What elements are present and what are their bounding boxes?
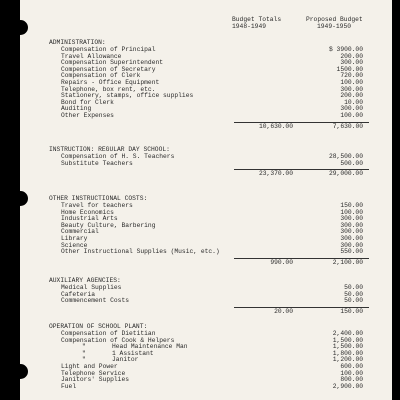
- line-item-amount: 100.00: [340, 208, 363, 216]
- budget-document-page: [20, 0, 392, 400]
- column-header-1948-line2: 1948-1949: [232, 23, 267, 30]
- line-item-amount: 600.00: [340, 362, 363, 370]
- line-item-label: Auditing: [61, 105, 92, 113]
- total-1948-1949: 10,630.00: [258, 122, 293, 130]
- total-1948-1949: 20.00: [274, 307, 293, 315]
- line-item-label: Compensation of Secretary: [61, 65, 156, 73]
- line-item-amount: 100.00: [340, 78, 363, 86]
- line-item: [49, 285, 392, 292]
- section-title: OTHER INSTRUCTIONAL COSTS:: [49, 195, 148, 202]
- line-item-label: Telephone Service: [61, 369, 126, 377]
- line-item-label: Other Instructional Supplies (Music, etc.): [61, 248, 220, 256]
- section-totals: [49, 308, 392, 316]
- line-item-label: Janitor: [112, 356, 139, 364]
- line-item-label: Travel for teachers: [61, 202, 133, 209]
- line-item-label: Medical Supplies: [61, 284, 122, 291]
- line-item-label: Science: [61, 241, 88, 249]
- line-item-amount: 300.00: [340, 241, 363, 249]
- line-item: [49, 249, 392, 256]
- line-item-label: Commercial: [61, 228, 99, 236]
- line-item-label: Compensation of Cook & Helpers: [61, 336, 175, 344]
- line-item-amount: 150.00: [340, 202, 363, 209]
- budget-section: [49, 278, 392, 316]
- line-item-amount: 10.00: [344, 98, 363, 106]
- line-item-label: Other Expenses: [61, 111, 114, 119]
- budget-section: [49, 40, 392, 131]
- line-item: [49, 113, 392, 120]
- line-item-amount: 550.00: [340, 248, 363, 256]
- line-item-amount: 800.00: [340, 376, 363, 384]
- line-item-amount: 1,200.00: [332, 356, 363, 364]
- total-1948-1949: 23,370.00: [258, 170, 293, 178]
- line-item-label: Beauty Culture, Barbering: [61, 221, 156, 229]
- line-item-label: Home Economics: [61, 208, 114, 216]
- ditto-mark: ": [82, 356, 86, 364]
- line-item: [49, 298, 392, 305]
- line-item-amount: 50.00: [344, 297, 363, 305]
- line-item: [49, 161, 392, 168]
- section-title: OPERATION OF SCHOOL PLANT:: [49, 323, 148, 330]
- line-item-amount: 200.00: [340, 52, 363, 60]
- line-item-amount: 1,800.00: [332, 349, 363, 357]
- line-item-label: Substitute Teachers: [61, 159, 133, 167]
- line-item-amount: 28,500.00: [328, 153, 363, 160]
- line-item-amount: 300.00: [340, 221, 363, 229]
- line-item-label: Industrial Arts: [61, 215, 118, 223]
- section-title: INSTRUCTION: REGULAR DAY SCHOOL:: [49, 146, 170, 153]
- ditto-mark: ": [82, 349, 86, 357]
- line-item-amount: 50.00: [344, 290, 363, 298]
- binder-hole-middle: [13, 191, 28, 206]
- binder-hole-bottom: [13, 364, 28, 379]
- line-item-amount: 1500.00: [336, 65, 363, 73]
- line-item-amount: 300.00: [340, 228, 363, 236]
- line-item-amount: 300.00: [340, 105, 363, 113]
- column-header-1949-line2: 1949-1950: [317, 23, 352, 30]
- line-item-amount: 100.00: [340, 111, 363, 119]
- line-item-label: Telephone, box rent, etc.: [61, 85, 156, 93]
- line-item-label: 1 Assistant: [112, 349, 154, 357]
- line-item-amount: 1,500.00: [332, 336, 363, 344]
- line-item-amount: 300.00: [340, 215, 363, 223]
- line-item-amount: 1,500.00: [332, 343, 363, 351]
- line-item-amount: 720.00: [340, 72, 363, 80]
- line-item-amount: 300.00: [340, 59, 363, 67]
- total-1949-1950: 29,000.00: [328, 170, 363, 178]
- line-item-label: Compensation Superintendent: [61, 59, 164, 67]
- line-item-label: Fuel: [61, 382, 77, 390]
- line-item-amount: $ 3900.00: [328, 46, 363, 53]
- section-totals: [49, 259, 392, 267]
- line-item-label: Bond for Clerk: [61, 98, 114, 106]
- line-item-label: Head Maintenance Man: [112, 343, 188, 351]
- line-item-amount: 200.00: [340, 92, 363, 100]
- column-header-1948-line1: Budget Totals: [232, 16, 282, 23]
- column-header-1949-line1: Proposed Budget: [306, 16, 363, 23]
- binder-hole-top: [13, 20, 28, 35]
- line-item-label: Repairs - Office Equipment: [61, 78, 160, 86]
- line-item-label: Stationery, stamps, office supplies: [61, 92, 194, 100]
- total-1948-1949: 990.00: [270, 258, 293, 266]
- section-title: AUXILIARY AGENCIES:: [49, 277, 121, 284]
- line-item-amount: 300.00: [340, 234, 363, 242]
- line-item-label: Light and Power: [61, 362, 118, 370]
- line-item-amount: 2,400.00: [332, 330, 363, 337]
- line-item-label: Compensation of Clerk: [61, 72, 141, 80]
- line-item-label: Travel Allowance: [61, 52, 122, 60]
- line-item-amount: 100.00: [340, 369, 363, 377]
- line-item-label: Library: [61, 234, 88, 242]
- total-1949-1950: 2,100.00: [332, 258, 363, 266]
- section-totals: [49, 123, 392, 131]
- line-item-label: Commencement Costs: [61, 297, 130, 305]
- ditto-mark: ": [82, 343, 86, 351]
- line-item-label: Compensation of Dietitian: [61, 330, 156, 337]
- line-item-label: Janitors' Supplies: [61, 376, 130, 384]
- section-title: ADMINISTRATION:: [49, 39, 106, 46]
- line-item-amount: 50.00: [344, 284, 363, 291]
- line-item-label: Cafeteria: [61, 290, 96, 298]
- line-item-amount: 300.00: [340, 85, 363, 93]
- line-item-amount: 2,900.00: [332, 382, 363, 390]
- line-item-label: Compensation of H. S. Teachers: [61, 153, 175, 160]
- line-item-amount: 500.00: [340, 159, 363, 167]
- section-totals: [49, 170, 392, 178]
- budget-section: [49, 196, 392, 267]
- line-item-label: Compensation of Principal: [61, 46, 156, 53]
- line-item: [49, 384, 392, 391]
- total-1949-1950: 150.00: [340, 307, 363, 315]
- budget-section: [49, 324, 392, 390]
- budget-section: [49, 147, 392, 178]
- total-1949-1950: 7,630.00: [332, 122, 363, 130]
